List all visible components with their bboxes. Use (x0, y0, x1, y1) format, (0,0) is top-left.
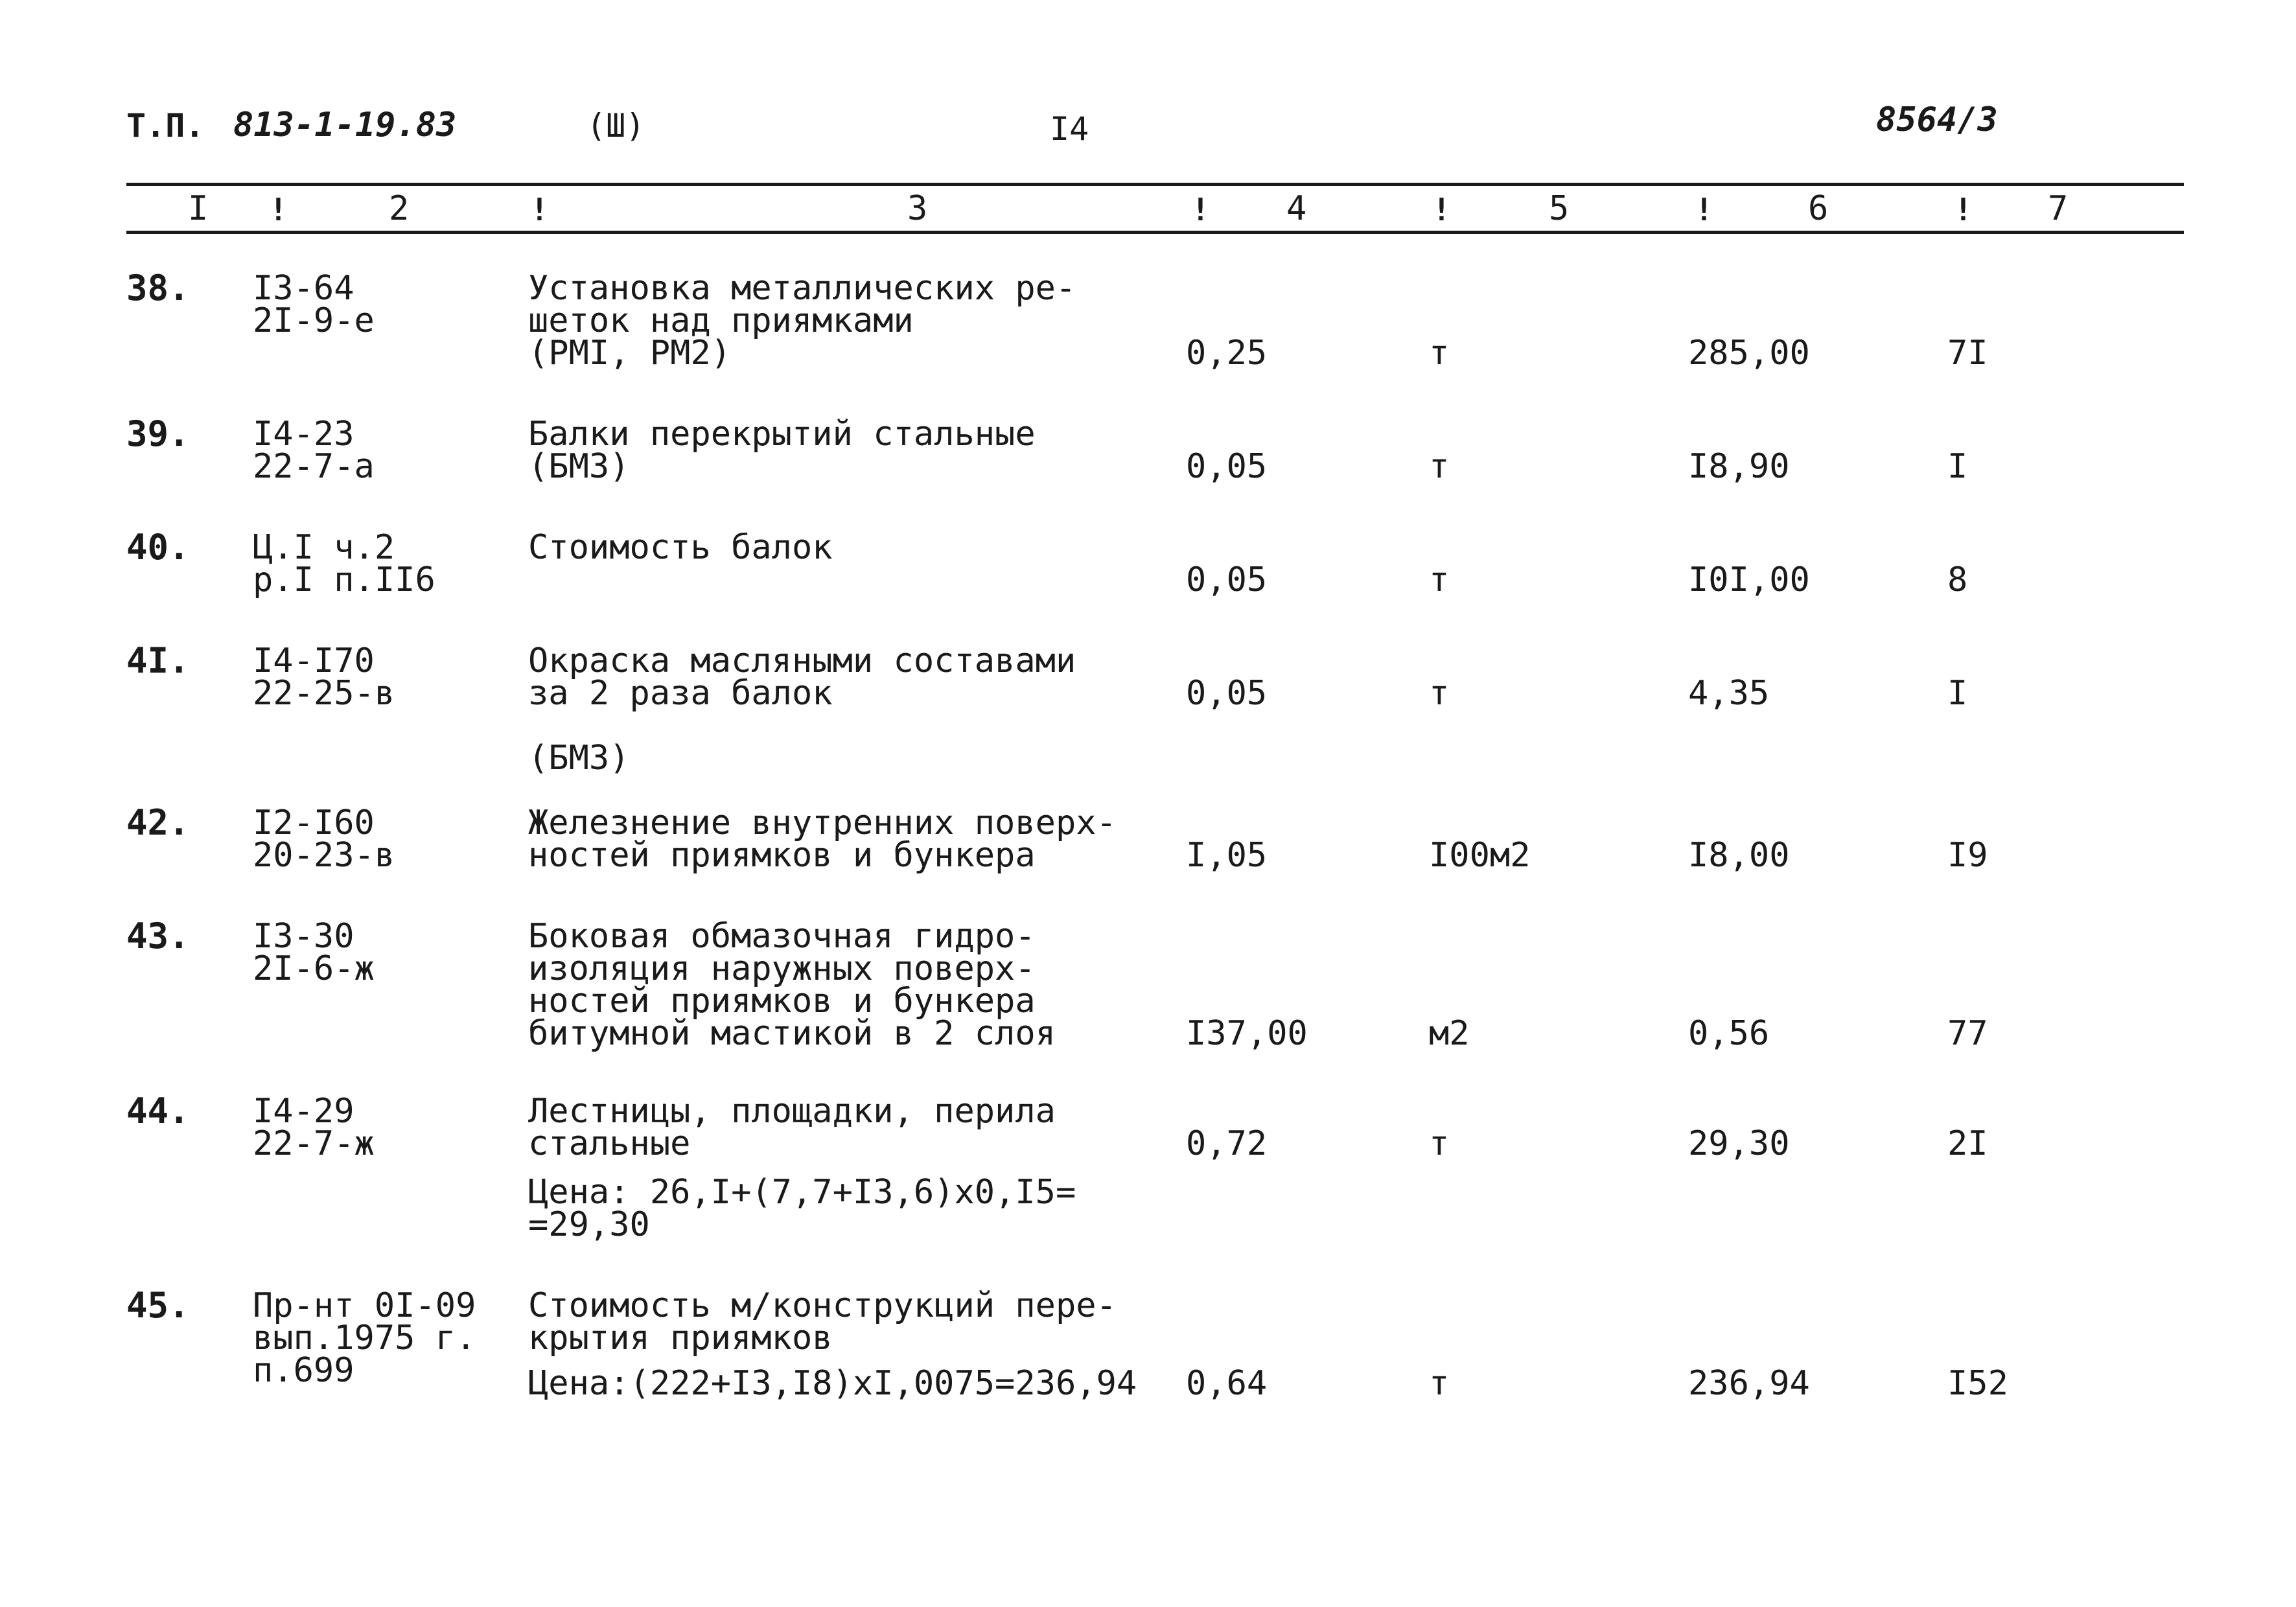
norm-code: Пр-нт 0I-09 (253, 1286, 476, 1325)
header-bottom-rule (126, 231, 2184, 234)
unit-price: I8,00 (1688, 836, 1790, 875)
total-cost: I9 (1947, 836, 1988, 875)
norm-code: 22-7-ж (253, 1124, 375, 1163)
norm-code: п.699 (253, 1351, 354, 1390)
price-note: Цена:(222+I3,I8)xI,0075=236,94 (528, 1364, 1137, 1403)
norm-code: I4-29 (253, 1092, 354, 1131)
part-marker: (Ш) (586, 107, 645, 145)
quantity: I37,00 (1186, 1014, 1308, 1053)
unit: I00м2 (1429, 836, 1531, 875)
col-header-2: 2 (389, 189, 410, 228)
row-number: 43. (126, 916, 190, 956)
norm-code: р.I п.II6 (253, 561, 435, 599)
unit: т (1429, 561, 1450, 599)
unit: м2 (1429, 1014, 1470, 1053)
col-separator: ! (269, 192, 288, 228)
work-description: изоляция наружных поверх- (528, 949, 1036, 988)
work-description: крытия приямков (528, 1319, 833, 1358)
work-description: Установка металлических ре- (528, 269, 1076, 308)
total-cost: I (1947, 674, 1968, 713)
norm-code: 2I-6-ж (253, 949, 375, 988)
norm-code: вып.1975 г. (253, 1319, 476, 1358)
row-number: 39. (126, 413, 190, 454)
quantity: 0,05 (1186, 447, 1268, 486)
total-cost: I52 (1947, 1364, 2008, 1403)
work-description: Стоимость балок (528, 528, 833, 567)
col-separator: ! (1432, 192, 1451, 228)
work-description: Балки перекрытий стальные (528, 415, 1036, 454)
norm-code: 20-23-в (253, 836, 395, 875)
unit-price: I8,90 (1688, 447, 1790, 486)
price-note: (БМЗ) (528, 739, 630, 778)
page-number: I4 (1050, 110, 1089, 148)
unit: т (1429, 334, 1450, 373)
work-description: стальные (528, 1124, 691, 1163)
work-description: ностей приямков и бункера (528, 836, 1036, 875)
unit: т (1429, 1364, 1450, 1403)
work-description: Стоимость м/конструкций пере- (528, 1286, 1117, 1325)
doc-prefix: Т.П. (126, 107, 205, 145)
col-header-3: 3 (907, 189, 928, 228)
unit: т (1429, 447, 1450, 486)
header-top-rule (126, 183, 2184, 186)
price-note: Цена: 26,I+(7,7+I3,6)x0,I5= (528, 1173, 1076, 1212)
unit-price: 285,00 (1688, 334, 1810, 373)
work-description: Окраска масляными составами (528, 642, 1076, 680)
quantity: I,05 (1186, 836, 1268, 875)
col-header-4: 4 (1286, 189, 1307, 228)
col-header-5: 5 (1549, 189, 1570, 228)
row-number: 40. (126, 527, 190, 568)
col-header-1: I (188, 189, 209, 228)
row-number: 45. (126, 1285, 190, 1326)
work-description: Лестницы, площадки, перила (528, 1092, 1056, 1131)
quantity: 0,05 (1186, 561, 1268, 599)
project-code: 813-1-19.83 (233, 106, 457, 145)
total-cost: I (1947, 447, 1968, 486)
col-separator: ! (530, 192, 549, 228)
work-description: за 2 раза балок (528, 674, 833, 713)
norm-code: 22-25-в (253, 674, 395, 713)
row-number: 38. (126, 268, 190, 308)
norm-code: I2-I60 (253, 804, 375, 842)
work-description: ностей приямков и бункера (528, 982, 1036, 1021)
unit: т (1429, 1124, 1450, 1163)
quantity: 0,64 (1186, 1364, 1268, 1403)
total-cost: 2I (1947, 1124, 1988, 1163)
quantity: 0,05 (1186, 674, 1268, 713)
col-separator: ! (1954, 192, 1973, 228)
work-description: Боковая обмазочная гидро- (528, 917, 1036, 956)
norm-code: 2I-9-e (253, 301, 375, 340)
sheet-code: 8564/3 (1876, 100, 1998, 139)
total-cost: 77 (1947, 1014, 1988, 1053)
norm-code: I3-64 (253, 269, 354, 308)
work-description: (PMI, PM2) (528, 334, 732, 373)
total-cost: 8 (1947, 561, 1968, 599)
unit-price: 29,30 (1688, 1124, 1790, 1163)
quantity: 0,72 (1186, 1124, 1268, 1163)
unit-price: 0,56 (1688, 1014, 1770, 1053)
quantity: 0,25 (1186, 334, 1268, 373)
unit-price: 4,35 (1688, 674, 1770, 713)
norm-code: I4-23 (253, 415, 354, 454)
total-cost: 7I (1947, 334, 1988, 373)
norm-code: I4-I70 (253, 642, 375, 680)
row-number: 44. (126, 1091, 190, 1131)
row-number: 4I. (126, 640, 190, 681)
unit-price: I0I,00 (1688, 561, 1810, 599)
work-description: шеток над приямками (528, 301, 914, 340)
work-description: Железнение внутренних поверх- (528, 804, 1117, 842)
col-header-7: 7 (2048, 189, 2069, 228)
price-note: =29,30 (528, 1205, 650, 1244)
work-description: (БМЗ) (528, 447, 630, 486)
norm-code: I3-30 (253, 917, 354, 956)
norm-code: Ц.I ч.2 (253, 528, 395, 567)
norm-code: 22-7-a (253, 447, 375, 486)
unit: т (1429, 674, 1450, 713)
row-number: 42. (126, 802, 190, 843)
col-separator: ! (1191, 192, 1210, 228)
work-description: битумной мастикой в 2 слоя (528, 1014, 1056, 1053)
col-separator: ! (1695, 192, 1713, 228)
col-header-6: 6 (1808, 189, 1829, 228)
unit-price: 236,94 (1688, 1364, 1810, 1403)
